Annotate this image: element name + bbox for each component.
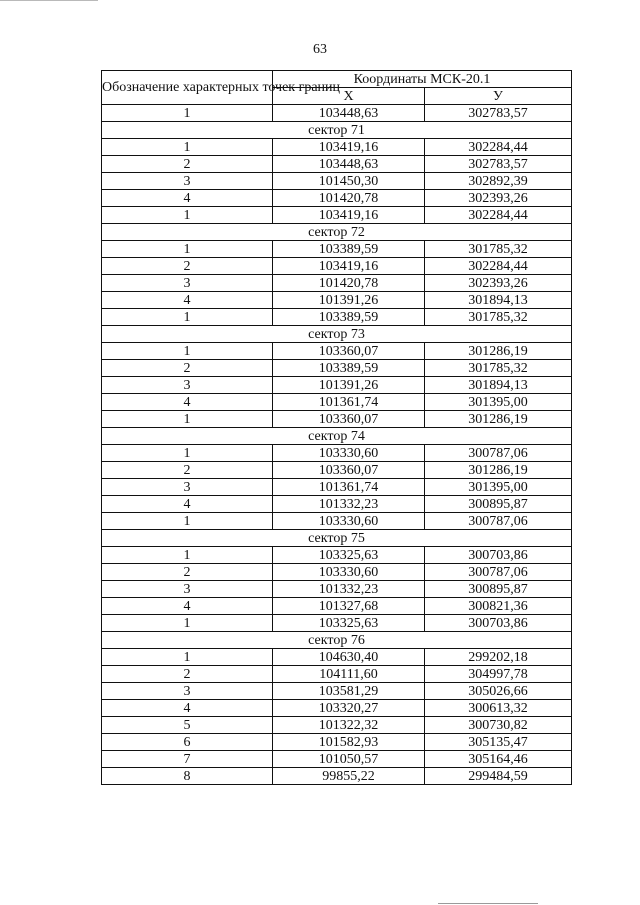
point-number: 4 xyxy=(102,190,273,207)
table-row xyxy=(102,275,572,292)
x-value: 103360,07 xyxy=(273,343,425,360)
point-number: 3 xyxy=(102,479,273,496)
point-number: 1 xyxy=(102,411,273,428)
table-row xyxy=(102,615,572,632)
x-value: 103419,16 xyxy=(273,258,425,275)
x-value: 101582,93 xyxy=(273,734,425,751)
x-value: 101361,74 xyxy=(273,479,425,496)
point-number: 3 xyxy=(102,581,273,598)
x-value: 101322,32 xyxy=(273,717,425,734)
y-value: 302892,39 xyxy=(425,173,572,190)
point-number: 4 xyxy=(102,292,273,309)
y-value: 301785,32 xyxy=(425,360,572,377)
y-value: 304997,78 xyxy=(425,666,572,683)
point-number: 3 xyxy=(102,683,273,700)
x-value: 104630,40 xyxy=(273,649,425,666)
x-value: 103320,27 xyxy=(273,700,425,717)
y-value: 300703,86 xyxy=(425,547,572,564)
x-value: 103360,07 xyxy=(273,411,425,428)
sector-row xyxy=(102,530,572,547)
header-point-designation: Обозначение характерных точек границ xyxy=(102,71,273,105)
point-number: 2 xyxy=(102,564,273,581)
sector-title: сектор 74 xyxy=(102,428,572,445)
point-number: 1 xyxy=(102,615,273,632)
table-body xyxy=(102,105,572,785)
y-value: 302783,57 xyxy=(425,105,572,122)
point-number: 1 xyxy=(102,207,273,224)
table-row xyxy=(102,173,572,190)
point-number: 6 xyxy=(102,734,273,751)
table-row xyxy=(102,139,572,156)
table-row xyxy=(102,241,572,258)
table-row xyxy=(102,394,572,411)
x-value: 103325,63 xyxy=(273,547,425,564)
y-value: 301395,00 xyxy=(425,479,572,496)
y-value: 305164,46 xyxy=(425,751,572,768)
x-value: 104111,60 xyxy=(273,666,425,683)
y-value: 300613,32 xyxy=(425,700,572,717)
y-value: 302393,26 xyxy=(425,275,572,292)
table-row xyxy=(102,190,572,207)
table-row xyxy=(102,309,572,326)
table-row xyxy=(102,700,572,717)
table-row xyxy=(102,666,572,683)
point-number: 2 xyxy=(102,360,273,377)
y-value: 302284,44 xyxy=(425,139,572,156)
table-row xyxy=(102,105,572,122)
table-row xyxy=(102,411,572,428)
x-value: 101420,78 xyxy=(273,190,425,207)
y-value: 302284,44 xyxy=(425,207,572,224)
x-value: 101332,23 xyxy=(273,581,425,598)
point-number: 1 xyxy=(102,139,273,156)
sector-row xyxy=(102,326,572,343)
sector-title: сектор 75 xyxy=(102,530,572,547)
table-row xyxy=(102,445,572,462)
point-number: 3 xyxy=(102,275,273,292)
header-x: Х xyxy=(273,88,425,105)
y-value: 300787,06 xyxy=(425,564,572,581)
point-number: 3 xyxy=(102,377,273,394)
y-value: 301894,13 xyxy=(425,377,572,394)
point-number: 1 xyxy=(102,513,273,530)
point-number: 1 xyxy=(102,445,273,462)
x-value: 103419,16 xyxy=(273,139,425,156)
point-number: 4 xyxy=(102,598,273,615)
sector-row xyxy=(102,632,572,649)
y-value: 299484,59 xyxy=(425,768,572,785)
scan-edge-top xyxy=(0,0,98,1)
scan-edge-bottom xyxy=(438,903,538,904)
y-value: 302284,44 xyxy=(425,258,572,275)
y-value: 302783,57 xyxy=(425,156,572,173)
sector-row xyxy=(102,428,572,445)
table-row xyxy=(102,462,572,479)
table-row xyxy=(102,751,572,768)
x-value: 103325,63 xyxy=(273,615,425,632)
table-row xyxy=(102,496,572,513)
header-coordinates: Координаты МСК-20.1 xyxy=(273,71,572,88)
table-row xyxy=(102,768,572,785)
header-y: У xyxy=(425,88,572,105)
y-value: 300703,86 xyxy=(425,615,572,632)
x-value: 103330,60 xyxy=(273,445,425,462)
y-value: 301286,19 xyxy=(425,462,572,479)
table-row xyxy=(102,156,572,173)
table-row xyxy=(102,734,572,751)
point-number: 1 xyxy=(102,649,273,666)
point-number: 1 xyxy=(102,105,273,122)
point-number: 4 xyxy=(102,496,273,513)
table-row xyxy=(102,581,572,598)
point-number: 1 xyxy=(102,343,273,360)
y-value: 305026,66 xyxy=(425,683,572,700)
point-number: 5 xyxy=(102,717,273,734)
x-value: 101391,26 xyxy=(273,377,425,394)
sector-title: сектор 73 xyxy=(102,326,572,343)
sector-row xyxy=(102,224,572,241)
x-value: 103360,07 xyxy=(273,462,425,479)
x-value: 103389,59 xyxy=(273,241,425,258)
table-row xyxy=(102,598,572,615)
table-row xyxy=(102,258,572,275)
x-value: 103448,63 xyxy=(273,105,425,122)
point-number: 4 xyxy=(102,394,273,411)
y-value: 300787,06 xyxy=(425,445,572,462)
x-value: 101050,57 xyxy=(273,751,425,768)
point-number: 2 xyxy=(102,666,273,683)
page-number: 63 xyxy=(313,42,327,57)
point-number: 8 xyxy=(102,768,273,785)
point-number: 3 xyxy=(102,173,273,190)
point-number: 4 xyxy=(102,700,273,717)
y-value: 300895,87 xyxy=(425,581,572,598)
x-value: 101361,74 xyxy=(273,394,425,411)
point-number: 1 xyxy=(102,547,273,564)
x-value: 103330,60 xyxy=(273,513,425,530)
y-value: 301785,32 xyxy=(425,309,572,326)
y-value: 301785,32 xyxy=(425,241,572,258)
y-value: 302393,26 xyxy=(425,190,572,207)
x-value: 101420,78 xyxy=(273,275,425,292)
x-value: 101332,23 xyxy=(273,496,425,513)
y-value: 301286,19 xyxy=(425,411,572,428)
x-value: 99855,22 xyxy=(273,768,425,785)
sector-title: сектор 76 xyxy=(102,632,572,649)
x-value: 101391,26 xyxy=(273,292,425,309)
point-number: 7 xyxy=(102,751,273,768)
point-number: 2 xyxy=(102,258,273,275)
x-value: 103419,16 xyxy=(273,207,425,224)
point-number: 2 xyxy=(102,156,273,173)
y-value: 301894,13 xyxy=(425,292,572,309)
point-number: 2 xyxy=(102,462,273,479)
table-row xyxy=(102,479,572,496)
x-value: 103389,59 xyxy=(273,360,425,377)
x-value: 101450,30 xyxy=(273,173,425,190)
y-value: 300821,36 xyxy=(425,598,572,615)
table-row xyxy=(102,649,572,666)
table-row xyxy=(102,717,572,734)
x-value: 103581,29 xyxy=(273,683,425,700)
table-row xyxy=(102,360,572,377)
table-row xyxy=(102,292,572,309)
point-number: 1 xyxy=(102,309,273,326)
sector-title: сектор 71 xyxy=(102,122,572,139)
x-value: 101327,68 xyxy=(273,598,425,615)
table-header xyxy=(102,71,572,105)
y-value: 300730,82 xyxy=(425,717,572,734)
sector-title: сектор 72 xyxy=(102,224,572,241)
y-value: 301395,00 xyxy=(425,394,572,411)
x-value: 103448,63 xyxy=(273,156,425,173)
coordinates-table xyxy=(101,70,572,785)
table-row xyxy=(102,547,572,564)
table-row xyxy=(102,513,572,530)
table-row xyxy=(102,207,572,224)
y-value: 299202,18 xyxy=(425,649,572,666)
sector-row xyxy=(102,122,572,139)
table-row xyxy=(102,343,572,360)
table-row xyxy=(102,683,572,700)
y-value: 301286,19 xyxy=(425,343,572,360)
y-value: 300787,06 xyxy=(425,513,572,530)
y-value: 300895,87 xyxy=(425,496,572,513)
x-value: 103389,59 xyxy=(273,309,425,326)
y-value: 305135,47 xyxy=(425,734,572,751)
table-row xyxy=(102,377,572,394)
point-number: 1 xyxy=(102,241,273,258)
x-value: 103330,60 xyxy=(273,564,425,581)
table-row xyxy=(102,564,572,581)
